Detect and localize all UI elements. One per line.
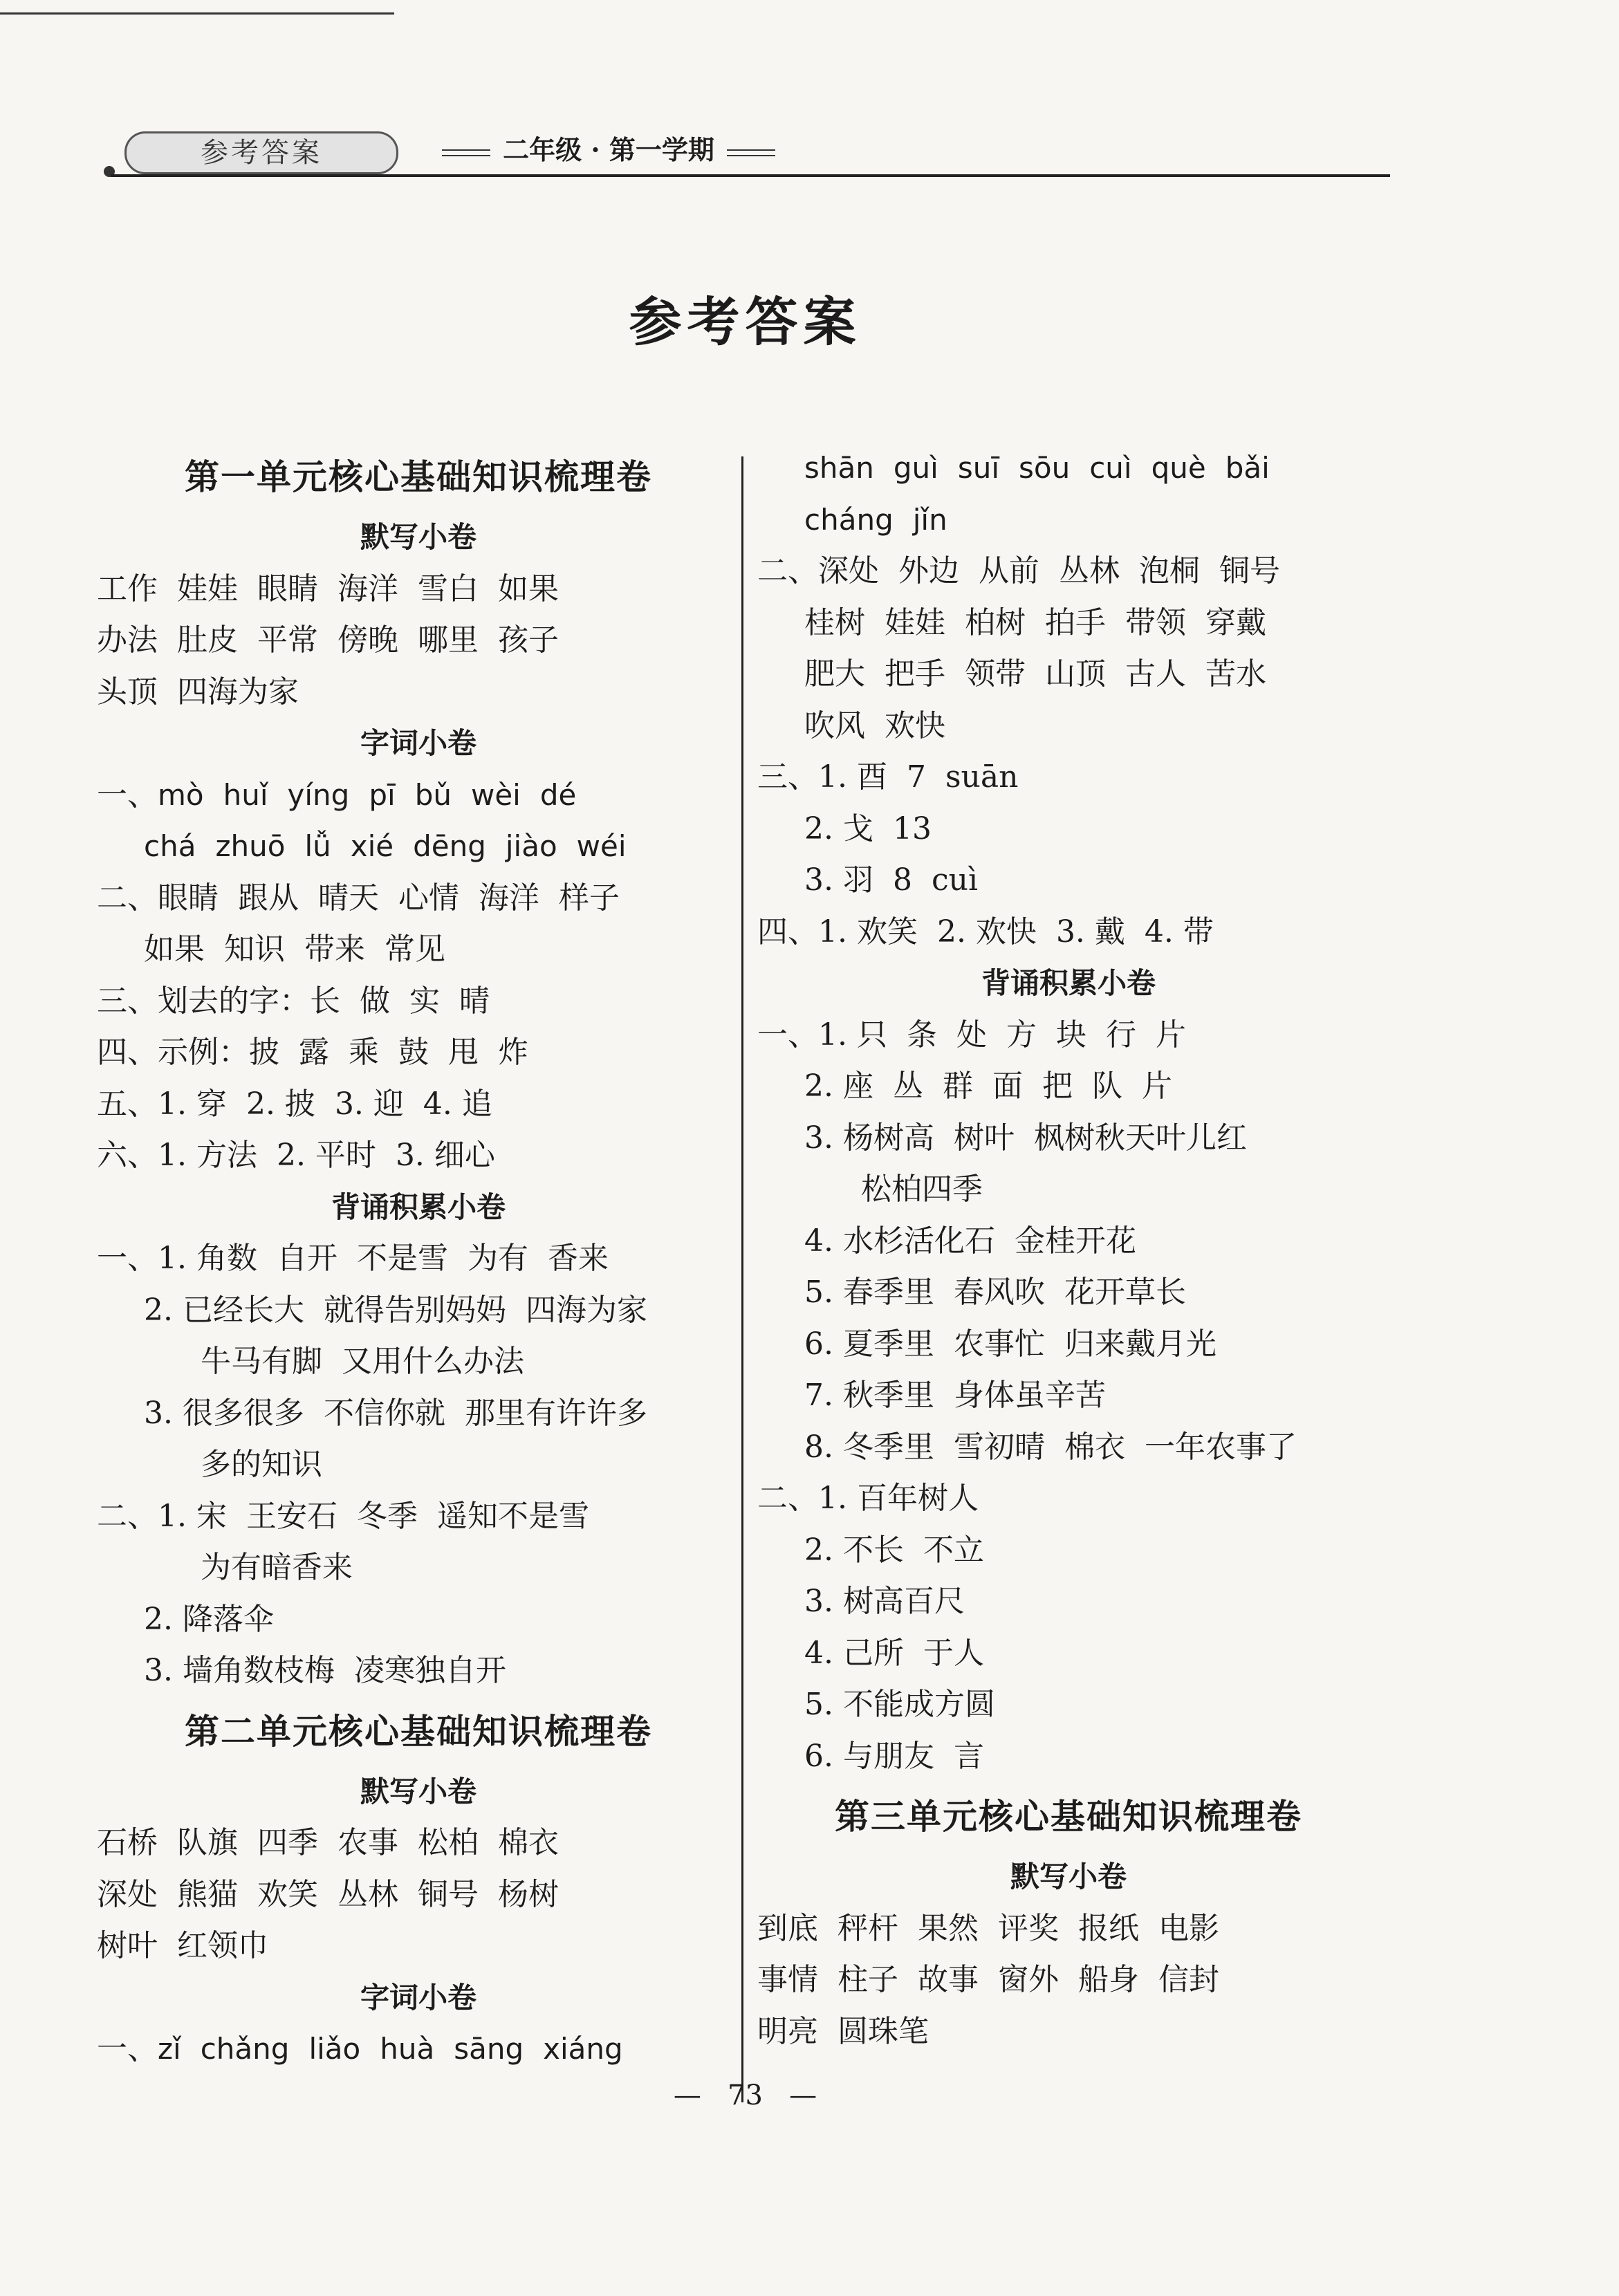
answer-item: 遥知不是雪 (436, 1498, 589, 1534)
answer-item: 平常 (257, 622, 318, 658)
question-number: 二、 (757, 1481, 818, 1516)
answer-item: cuì (1089, 451, 1132, 485)
answer-item: zhuō (215, 829, 286, 863)
answer-line (757, 752, 1380, 804)
answer-item: 孩子 (498, 622, 559, 658)
answer-item: 棉衣 (498, 1825, 559, 1860)
answer-item: 就得告别妈妈 (323, 1292, 506, 1328)
answer-item: 雪白 (418, 571, 479, 607)
answer-item: 不立 (923, 1532, 984, 1568)
grade-label: 二年级 · 第一学期 (373, 133, 844, 167)
answer-line (97, 1233, 740, 1285)
answer-item: 块 (1055, 1017, 1086, 1053)
answer-line (97, 1869, 740, 1921)
answer-item: 春风吹 (953, 1275, 1045, 1310)
question-number: 四、 (757, 914, 818, 950)
answer-item: 1. 穿 (158, 1086, 227, 1122)
answer-item: 甩 (448, 1035, 479, 1070)
answer-item: 那里有许许多 (464, 1395, 647, 1431)
answer-item: 办法 (97, 622, 158, 658)
answer-item: bǎi (1225, 451, 1270, 485)
question-number: 五、 (97, 1086, 158, 1122)
answer-item: 肚皮 (177, 622, 238, 658)
answer-line (757, 1267, 1380, 1319)
page-number-value: 73 (728, 2080, 763, 2111)
answer-item: 条 (906, 1017, 937, 1053)
answer-item: 枫树秋天叶儿红 (1033, 1120, 1247, 1156)
answer-item: 2. 降落伞 (144, 1601, 274, 1637)
answer-line (757, 1422, 1380, 1474)
answer-item: 冬季 (356, 1498, 418, 1534)
header-rule (111, 174, 1390, 177)
answer-item: 5. 春季里 (804, 1275, 934, 1310)
subsection-heading: 背诵积累小卷 (331, 1189, 506, 1224)
answer-item: 明亮 (757, 2013, 818, 2049)
answer-item: 桂树 (804, 604, 865, 640)
answer-item: guì (893, 451, 938, 485)
answer-item: 示例：披 (158, 1035, 279, 1070)
answer-item: 石桥 (97, 1825, 158, 1860)
answer-item: 事情 (757, 1962, 818, 1997)
answer-item: 为有 (467, 1241, 528, 1276)
answer-item: 3. 细心 (395, 1138, 495, 1173)
answer-item: 船身 (1078, 1962, 1139, 1997)
answer-item: 海洋 (337, 571, 398, 607)
question-number: 二、 (97, 1498, 158, 1534)
answer-item: 丛 (892, 1068, 923, 1104)
answer-line (757, 649, 1380, 701)
answer-line (757, 2006, 1380, 2058)
subsection-heading: 字词小卷 (360, 1980, 477, 2015)
answer-line (757, 1319, 1380, 1371)
answer-item: 心情 (398, 880, 459, 916)
answer-item: huǐ (223, 777, 268, 812)
answer-item: 4. 水杉活化石 (804, 1223, 995, 1259)
answer-line (97, 1285, 740, 1337)
answer-line (97, 1079, 740, 1131)
subsection-heading: 默写小卷 (360, 520, 477, 554)
question-number: 六、 (97, 1138, 158, 1173)
answer-item: 香来 (547, 1241, 609, 1276)
answer-item: 秤杆 (838, 1910, 898, 1946)
answer-line (97, 770, 740, 822)
answer-item: 傍晚 (337, 622, 398, 658)
answer-item: 农事 (337, 1825, 398, 1860)
answer-item: 3. 树高百尺 (804, 1584, 965, 1619)
answer-line (97, 976, 740, 1028)
answer-item: 晴天 (318, 880, 379, 916)
answer-line (757, 1113, 1380, 1165)
answer-item: 1. 百年树人 (818, 1481, 979, 1516)
answer-item: 工作 (97, 571, 158, 607)
answer-line (757, 1473, 1380, 1525)
answer-item: 铜号 (418, 1876, 479, 1912)
answer-item: 6. 与朋友 (804, 1738, 934, 1774)
answer-item: 1. 角数 (158, 1241, 257, 1276)
answer-item: 片 (1141, 1068, 1172, 1104)
answer-item: 树叶 (97, 1928, 158, 1963)
answer-item: 一年农事了 (1144, 1429, 1297, 1465)
answer-line (757, 1061, 1380, 1113)
answer-item: 果然 (918, 1910, 979, 1946)
answer-item: 1. 欢笑 (818, 914, 918, 950)
answer-line (97, 873, 740, 925)
answer-item: 窗外 (998, 1962, 1059, 1997)
answer-item: 13 (892, 811, 932, 846)
answer-item: 5. 不能成方圆 (804, 1687, 995, 1722)
answer-item: 1. 只 (818, 1017, 887, 1053)
answer-line (97, 564, 740, 615)
answer-line (757, 1731, 1380, 1783)
answer-item: 拍手 (1045, 604, 1106, 640)
answer-line (757, 494, 1380, 546)
answer-item: 农事忙 (953, 1326, 1045, 1362)
answer-item: 凌寒独自开 (353, 1653, 506, 1688)
answer-item: 花开草长 (1064, 1275, 1186, 1310)
answer-line (757, 804, 1380, 855)
answer-item: shān (804, 451, 874, 485)
answer-line (97, 1817, 740, 1869)
answer-item: 欢快 (885, 707, 945, 743)
answer-line (757, 1010, 1380, 1062)
answer-item: 深处 (97, 1876, 158, 1912)
answer-item: jǐn (912, 502, 947, 537)
answer-item: 方 (1006, 1017, 1037, 1053)
answer-item: 四海为家 (525, 1292, 647, 1328)
answer-line (757, 855, 1380, 907)
answer-item: 王安石 (246, 1498, 337, 1534)
answer-item: 不是雪 (356, 1241, 448, 1276)
answer-item: 雪初晴 (953, 1429, 1045, 1465)
page-header (104, 124, 1390, 180)
answer-item: 熊猫 (177, 1876, 238, 1912)
answer-line (97, 1645, 740, 1697)
answer-line (757, 1370, 1380, 1422)
answer-item: 苦水 (1205, 656, 1266, 692)
subsection-heading: 默写小卷 (1010, 1860, 1127, 1894)
answer-line (757, 1954, 1380, 2006)
answer-item: wèi (470, 777, 521, 812)
answer-item: 评奖 (998, 1910, 1059, 1946)
answer-line (97, 1491, 740, 1543)
answer-item: 四季 (257, 1825, 318, 1860)
answer-item: 样子 (559, 880, 620, 916)
answer-item: suān (945, 759, 1019, 795)
answer-item: sāng (454, 2032, 524, 2066)
answer-item: 炸 (498, 1035, 528, 1070)
answer-item: 眼睛 (257, 571, 318, 607)
answer-item: 知识 (224, 932, 285, 967)
answer-item: 柱子 (838, 1962, 898, 1997)
answer-item: 带来 (304, 932, 365, 967)
subsection-heading: 背诵积累小卷 (981, 966, 1156, 1000)
answer-item: 4. 带 (1144, 914, 1214, 950)
section-heading: 第三单元核心基础知识梳理卷 (835, 1797, 1302, 1837)
answer-item: 泡桐 (1139, 553, 1200, 589)
answer-item: 1. 酉 (818, 759, 887, 795)
answer-item: 欢笑 (257, 1876, 318, 1912)
answer-item: 晴 (459, 983, 490, 1019)
answer-item: 2. 披 (246, 1086, 315, 1122)
answer-item: 古人 (1125, 656, 1186, 692)
subsection-heading: 默写小卷 (360, 1774, 477, 1808)
answer-item: 身体虽辛苦 (953, 1378, 1106, 1413)
answer-item: wéi (576, 829, 627, 863)
section-heading: 第一单元核心基础知识梳理卷 (185, 457, 652, 497)
answer-line (757, 1679, 1380, 1731)
answer-item: 3. 戴 (1055, 914, 1125, 950)
answer-item: 处 (956, 1017, 987, 1053)
answer-item: 从前 (979, 553, 1039, 589)
answer-item: 1. 方法 (158, 1138, 257, 1173)
right-column (757, 443, 1380, 2057)
answer-item: 3. 杨树高 (804, 1120, 934, 1156)
answer-item: 又用什么办法 (342, 1344, 524, 1379)
answer-item: 3. 很多很多 (144, 1395, 304, 1431)
answer-item: 牛马有脚 (201, 1344, 322, 1379)
answer-item: 自开 (276, 1241, 337, 1276)
answer-line (97, 924, 740, 976)
answer-item: 划去的字：长 (158, 983, 340, 1019)
answer-item: 片 (1155, 1017, 1186, 1053)
answer-item: 铜号 (1219, 553, 1280, 589)
answer-item: 群 (942, 1068, 973, 1104)
answer-item: 深处 (818, 553, 879, 589)
answer-item: 山顶 (1045, 656, 1106, 692)
answer-line (757, 1628, 1380, 1680)
answer-line (757, 701, 1380, 752)
answer-line (757, 1216, 1380, 1268)
answer-item: 如果 (144, 932, 205, 967)
answer-badge: 参考答案 (124, 131, 398, 174)
answer-item: sōu (1018, 451, 1071, 485)
answer-item: 不信你就 (323, 1395, 445, 1431)
answer-item: 2. 欢快 (936, 914, 1037, 950)
answer-item: cuì (931, 862, 979, 898)
answer-item: 棉衣 (1064, 1429, 1125, 1465)
answer-item: lǚ (304, 829, 331, 863)
subsection-heading: 字词小卷 (360, 726, 477, 760)
answer-item: 归来戴月光 (1064, 1326, 1216, 1362)
answer-line (757, 1903, 1380, 1955)
answer-line (757, 443, 1380, 494)
section-heading: 第二单元核心基础知识梳理卷 (185, 1711, 652, 1752)
answer-item: què (1151, 451, 1206, 485)
answer-item: 哪里 (418, 622, 479, 658)
answer-item: pī (369, 777, 396, 812)
answer-item: 松柏 (418, 1825, 479, 1860)
answer-item: jiào (505, 829, 557, 863)
answer-item: yíng (287, 777, 350, 812)
answer-line (97, 2024, 740, 2075)
answer-item: 于人 (923, 1635, 984, 1671)
answer-item: 鼓 (398, 1035, 429, 1070)
answer-item: 四海为家 (177, 674, 299, 710)
answer-item: 做 (360, 983, 390, 1019)
answer-item: 报纸 (1078, 1910, 1139, 1946)
answer-item: 2. 已经长大 (144, 1292, 304, 1328)
question-number: 一、 (757, 1017, 818, 1053)
answer-item: 跟从 (238, 880, 299, 916)
question-number: 二、 (757, 553, 818, 589)
answer-item: 娃娃 (885, 604, 945, 640)
answer-item: 领带 (965, 656, 1026, 692)
answer-item: liǎo (308, 2032, 361, 2066)
answer-item: xié (350, 829, 394, 863)
answer-line (757, 598, 1380, 649)
question-number: 三、 (757, 759, 818, 795)
answer-line (97, 1439, 740, 1491)
answer-item: zǐ (158, 2032, 181, 2066)
answer-line (757, 1576, 1380, 1628)
answer-item: 4. 己所 (804, 1635, 904, 1671)
answer-item: 杨树 (498, 1876, 559, 1912)
answer-item: 6. 夏季里 (804, 1326, 934, 1362)
answer-item: 头顶 (97, 674, 158, 710)
answer-line (97, 667, 740, 719)
answer-item: 电影 (1158, 1910, 1219, 1946)
answer-line (97, 1920, 740, 1972)
answer-item: huà (380, 2032, 435, 2066)
answer-item: 2. 座 (804, 1068, 873, 1104)
answer-item: cháng (804, 502, 894, 537)
answer-item: 乘 (349, 1035, 379, 1070)
answer-item: 如果 (498, 571, 559, 607)
answer-item: 行 (1105, 1017, 1136, 1053)
answer-item: 2. 平时 (276, 1138, 376, 1173)
answer-item: 柏树 (965, 604, 1026, 640)
answer-item: 7 (906, 759, 926, 795)
answer-item: 肥大 (804, 656, 865, 692)
answer-item: 8. 冬季里 (804, 1429, 934, 1465)
answer-item: 面 (992, 1068, 1023, 1104)
answer-item: 2. 戈 (804, 811, 873, 846)
question-number: 三、 (97, 983, 158, 1019)
column-divider (741, 456, 743, 2102)
answer-item: 实 (409, 983, 440, 1019)
answer-item: 4. 追 (423, 1086, 492, 1122)
answer-item: 把手 (885, 656, 945, 692)
answer-item: dé (539, 777, 577, 812)
answer-line (757, 1164, 1380, 1216)
answer-item: 眼睛 (158, 880, 219, 916)
answer-line (97, 1542, 740, 1594)
answer-item: suī (957, 451, 999, 485)
answer-item: mò (158, 777, 204, 812)
answer-item: bǔ (414, 777, 452, 812)
answer-item: 队 (1091, 1068, 1122, 1104)
answer-item: 言 (953, 1738, 984, 1774)
answer-line (97, 1130, 740, 1182)
answer-item: 多的知识 (201, 1447, 322, 1482)
answer-item: 常见 (385, 932, 445, 967)
answer-item: 丛林 (1059, 553, 1120, 589)
page-title: 参考答案 (629, 291, 862, 353)
top-edge-rule (0, 12, 394, 15)
answer-line (757, 907, 1380, 959)
answer-item: 露 (299, 1035, 329, 1070)
answer-item: 金桂开花 (1014, 1223, 1136, 1259)
answer-item: dēng (413, 829, 486, 863)
answer-item: 圆珠笔 (838, 2013, 929, 2049)
answer-item: 2. 不长 (804, 1532, 904, 1568)
left-column (97, 443, 740, 2075)
answer-item: 3. 墙角数枝梅 (144, 1653, 335, 1688)
answer-line (97, 821, 740, 873)
answer-item: 到底 (757, 1910, 818, 1946)
answer-item: 穿戴 (1205, 604, 1266, 640)
answer-item: 信封 (1158, 1962, 1219, 1997)
answer-item: chá (144, 829, 196, 863)
answer-item: 树叶 (953, 1120, 1015, 1156)
answer-line (757, 546, 1380, 598)
question-number: 一、 (97, 1241, 158, 1276)
answer-item: 3. 迎 (334, 1086, 404, 1122)
answer-item: 外边 (898, 553, 959, 589)
answer-line (97, 1336, 740, 1388)
answer-line (97, 1027, 740, 1079)
answer-item: 为有暗香来 (201, 1550, 353, 1585)
answer-item: 3. 羽 (804, 862, 873, 898)
question-number: 二、 (97, 880, 158, 916)
answer-item: 海洋 (479, 880, 539, 916)
question-number: 一、 (97, 2031, 158, 2066)
answer-item: 丛林 (337, 1876, 398, 1912)
answer-line (97, 1388, 740, 1440)
answer-item: 带领 (1125, 604, 1186, 640)
answer-item: xiáng (543, 2032, 623, 2066)
answer-line (97, 1594, 740, 1646)
answer-item: 1. 宋 (158, 1498, 227, 1534)
answer-item: 把 (1042, 1068, 1073, 1104)
answer-line (757, 1525, 1380, 1577)
question-number: 一、 (97, 777, 158, 813)
question-number: 四、 (97, 1035, 158, 1070)
answer-item: chǎng (200, 2032, 290, 2066)
answer-item: 松柏四季 (861, 1172, 983, 1207)
answer-line (97, 615, 740, 667)
answer-item: 7. 秋季里 (804, 1378, 934, 1413)
answer-item: 8 (892, 862, 912, 898)
answer-item: 队旗 (177, 1825, 238, 1860)
answer-item: 娃娃 (177, 571, 238, 607)
answer-item: 故事 (918, 1962, 979, 1997)
answer-item: 吹风 (804, 707, 865, 743)
answer-item: 红领巾 (177, 1928, 268, 1963)
page-number: — 73 — (673, 2080, 817, 2111)
